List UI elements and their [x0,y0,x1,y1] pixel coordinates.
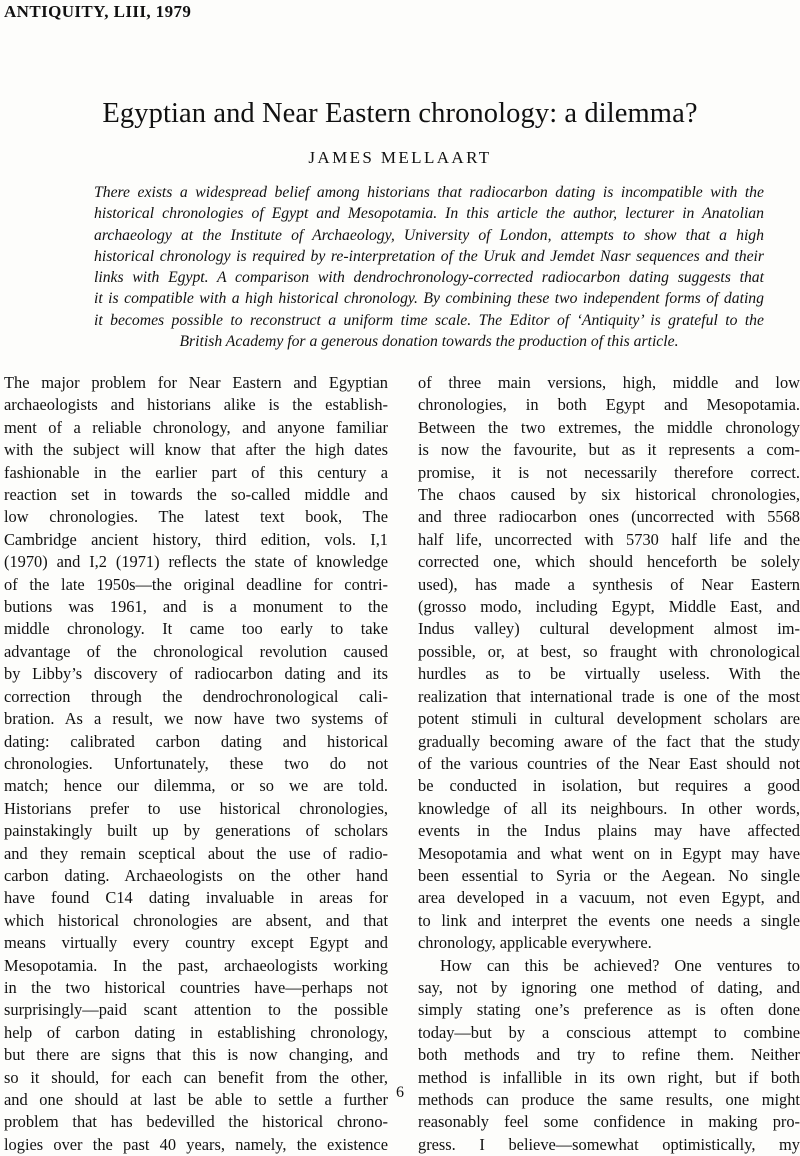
body-line: How can this be achieved? One ventures to [440,955,800,975]
body-line: advantage of the chronological revolution caused [4,641,388,661]
body-line: area developed in a vacuum, not even Egypt, and [418,888,800,908]
body-line: both methods and try to refine them. Neither [418,1045,800,1065]
body-column-left [4,372,388,1156]
abstract-line: historical chronologies of Egypt and Mesopotamia. In this article the author, lecturer in Anatolian [94,205,764,223]
body-line: and one should at last be able to settle a further [4,1090,388,1109]
journal-header: ANTIQUITY, LIII, 1979 [4,2,192,21]
body-line: Mesopotamia. In the past, archaeologists working [4,955,388,975]
page-number: 6 [396,1084,404,1101]
body-line: problem that has bedevilled the historical chrono- [4,1112,388,1132]
body-line: simply stating one’s preference as is often done [418,1000,800,1020]
body-line: Between the two extremes, the middle chronology [418,417,800,437]
body-line: Indus valley) cultural development almost im- [418,619,800,639]
body-line: of the late 1950s—the original deadline for contri- [4,574,388,594]
body-line: to link and interpret the events one needs a single [418,910,800,930]
body-line: The major problem for Near Eastern and Egyptian [4,373,388,392]
body-line: corrected one, which should henceforth be solely [418,552,800,572]
body-line: method is infallible in its own right, but if both [418,1067,800,1087]
body-line: so it should, for each can benefit from the other, [4,1067,388,1087]
abstract-line: There exists a widespread belief among historians that radiocarbon dating is incompatible with the [94,184,764,201]
body-line: promise, it is not necessarily therefore correct. [418,462,800,482]
body-line: painstakingly built up by generations of scholars [4,821,388,841]
body-line: butions was 1961, and is a monument to the [4,597,388,617]
body-line: archaeologists and historians alike is the establish- [4,395,388,415]
body-line: reasonably feel some confidence in making pro- [418,1112,800,1132]
abstract-line: links with Egypt. A comparison with dendrochronology-corrected radiocarbon dating suggests that [94,269,764,287]
body-line: of the various countries of the Near East should not [418,753,800,773]
abstract-line: it is compatible with a high historical chronology. By combining these two independent forms of dating [94,290,764,308]
body-line: events in the Indus plains may have affected [418,821,800,841]
body-line: realization that international trade is one of the most [418,686,800,706]
abstract-line: historical chronology is required by re-interpretation of the Uruk and Jemdet Nasr sequences and their [94,247,764,265]
body-line: (grosso modo, including Egypt, Middle East, and [418,597,800,617]
body-line: gradually becoming aware of the fact that the study [418,731,800,751]
body-line: gress. I believe—somewhat optimistically, my [418,1134,800,1154]
abstract-line: British Academy for a generous donation towards the production of this article. [179,333,679,351]
body-line: reaction set in towards the so-called middle and [4,485,388,505]
body-line: methods can produce the same results, one might [418,1090,800,1109]
body-line: but there are signs that this is now changing, and [4,1045,388,1065]
body-line: say, not by ignoring one method of dating, and [418,977,800,997]
body-line: and three radiocarbon ones (uncorrected with 5568 [418,507,800,527]
body-line: potent stimuli in cultural development scholars are [418,709,800,729]
body-line: Historians prefer to use historical chronologies, [4,798,388,818]
body-line: (1970) and I,2 (1971) reflects the state of knowledge [4,552,388,572]
article-author: JAMES MELLAART [308,148,492,167]
article-abstract [94,182,764,352]
body-line: The chaos caused by six historical chronologies, [418,485,800,505]
body-line: have found C14 dating invaluable in areas for [4,888,388,908]
body-line: been essential to Syria or the Aegean. No single [418,865,800,885]
body-line: logies over the past 40 years, namely, the existence [4,1134,388,1154]
body-line: match; hence our dilemma, or so we are told. [4,776,388,796]
body-line: of three main versions, high, middle and low [418,373,800,392]
abstract-line: archaeology at the Institute of Archaeology, University of London, attempts to show that a high [94,226,764,244]
body-line: chronologies, in both Egypt and Mesopotamia. [418,395,800,415]
body-line: fashionable in the earlier part of this century a [4,462,388,482]
body-line: Mesopotamia and what went on in Egypt may have [418,843,800,863]
body-line: knowledge of all its neighbours. In other words, [418,798,800,818]
body-line: ment of a reliable chronology, and anyone familiar [4,417,388,437]
body-line: today—but by a conscious attempt to combine [418,1022,800,1042]
article-title: Egyptian and Near Eastern chronology: a dilemma? [102,98,698,129]
body-line: middle chronology. It came too early to take [4,619,388,639]
body-line: chronology, applicable everywhere. [418,933,652,953]
body-line: be conducted in isolation, but requires a good [418,776,800,796]
body-line: hurdles as to be virtually useless. With the [418,664,800,684]
body-line: in the two historical countries have—perhaps not [4,977,388,997]
body-line: used), has made a synthesis of Near Eastern [418,574,800,594]
body-line: means virtually every country except Egypt and [4,933,388,953]
body-line: carbon dating. Archaeologists on the other hand [4,865,388,885]
body-column-right [418,372,800,1156]
body-line: half life, uncorrected with 5730 half life and the [418,529,800,549]
body-line: correction through the dendrochronological cali- [4,686,388,706]
body-line: is now the favourite, but as it represents a com- [418,440,800,460]
body-line: Cambridge ancient history, third edition, vols. I,1 [4,529,388,549]
body-line: possible, or, at best, so fraught with chronological [418,641,800,661]
abstract-line: it becomes possible to reconstruct a uniform time scale. The Editor of ‘Antiquity’ is grateful to the [94,311,764,329]
body-line: surprisingly—paid scant attention to the possible [4,1000,388,1020]
body-line: which historical chronologies are absent, and that [4,910,388,930]
body-line: help of carbon dating in establishing chronology, [4,1022,388,1042]
body-line: with the subject will know that after the high dates [4,440,388,460]
body-line: and they remain sceptical about the use of radio- [4,843,388,863]
body-line: dating: calibrated carbon dating and historical [4,731,388,751]
body-line: low chronologies. The latest text book, The [4,507,388,527]
body-line: bration. As a result, we now have two systems of [4,709,388,729]
body-line: by Libby’s discovery of radiocarbon dating and its [4,664,388,684]
body-line: chronologies. Unfortunately, these two do not [4,753,388,773]
